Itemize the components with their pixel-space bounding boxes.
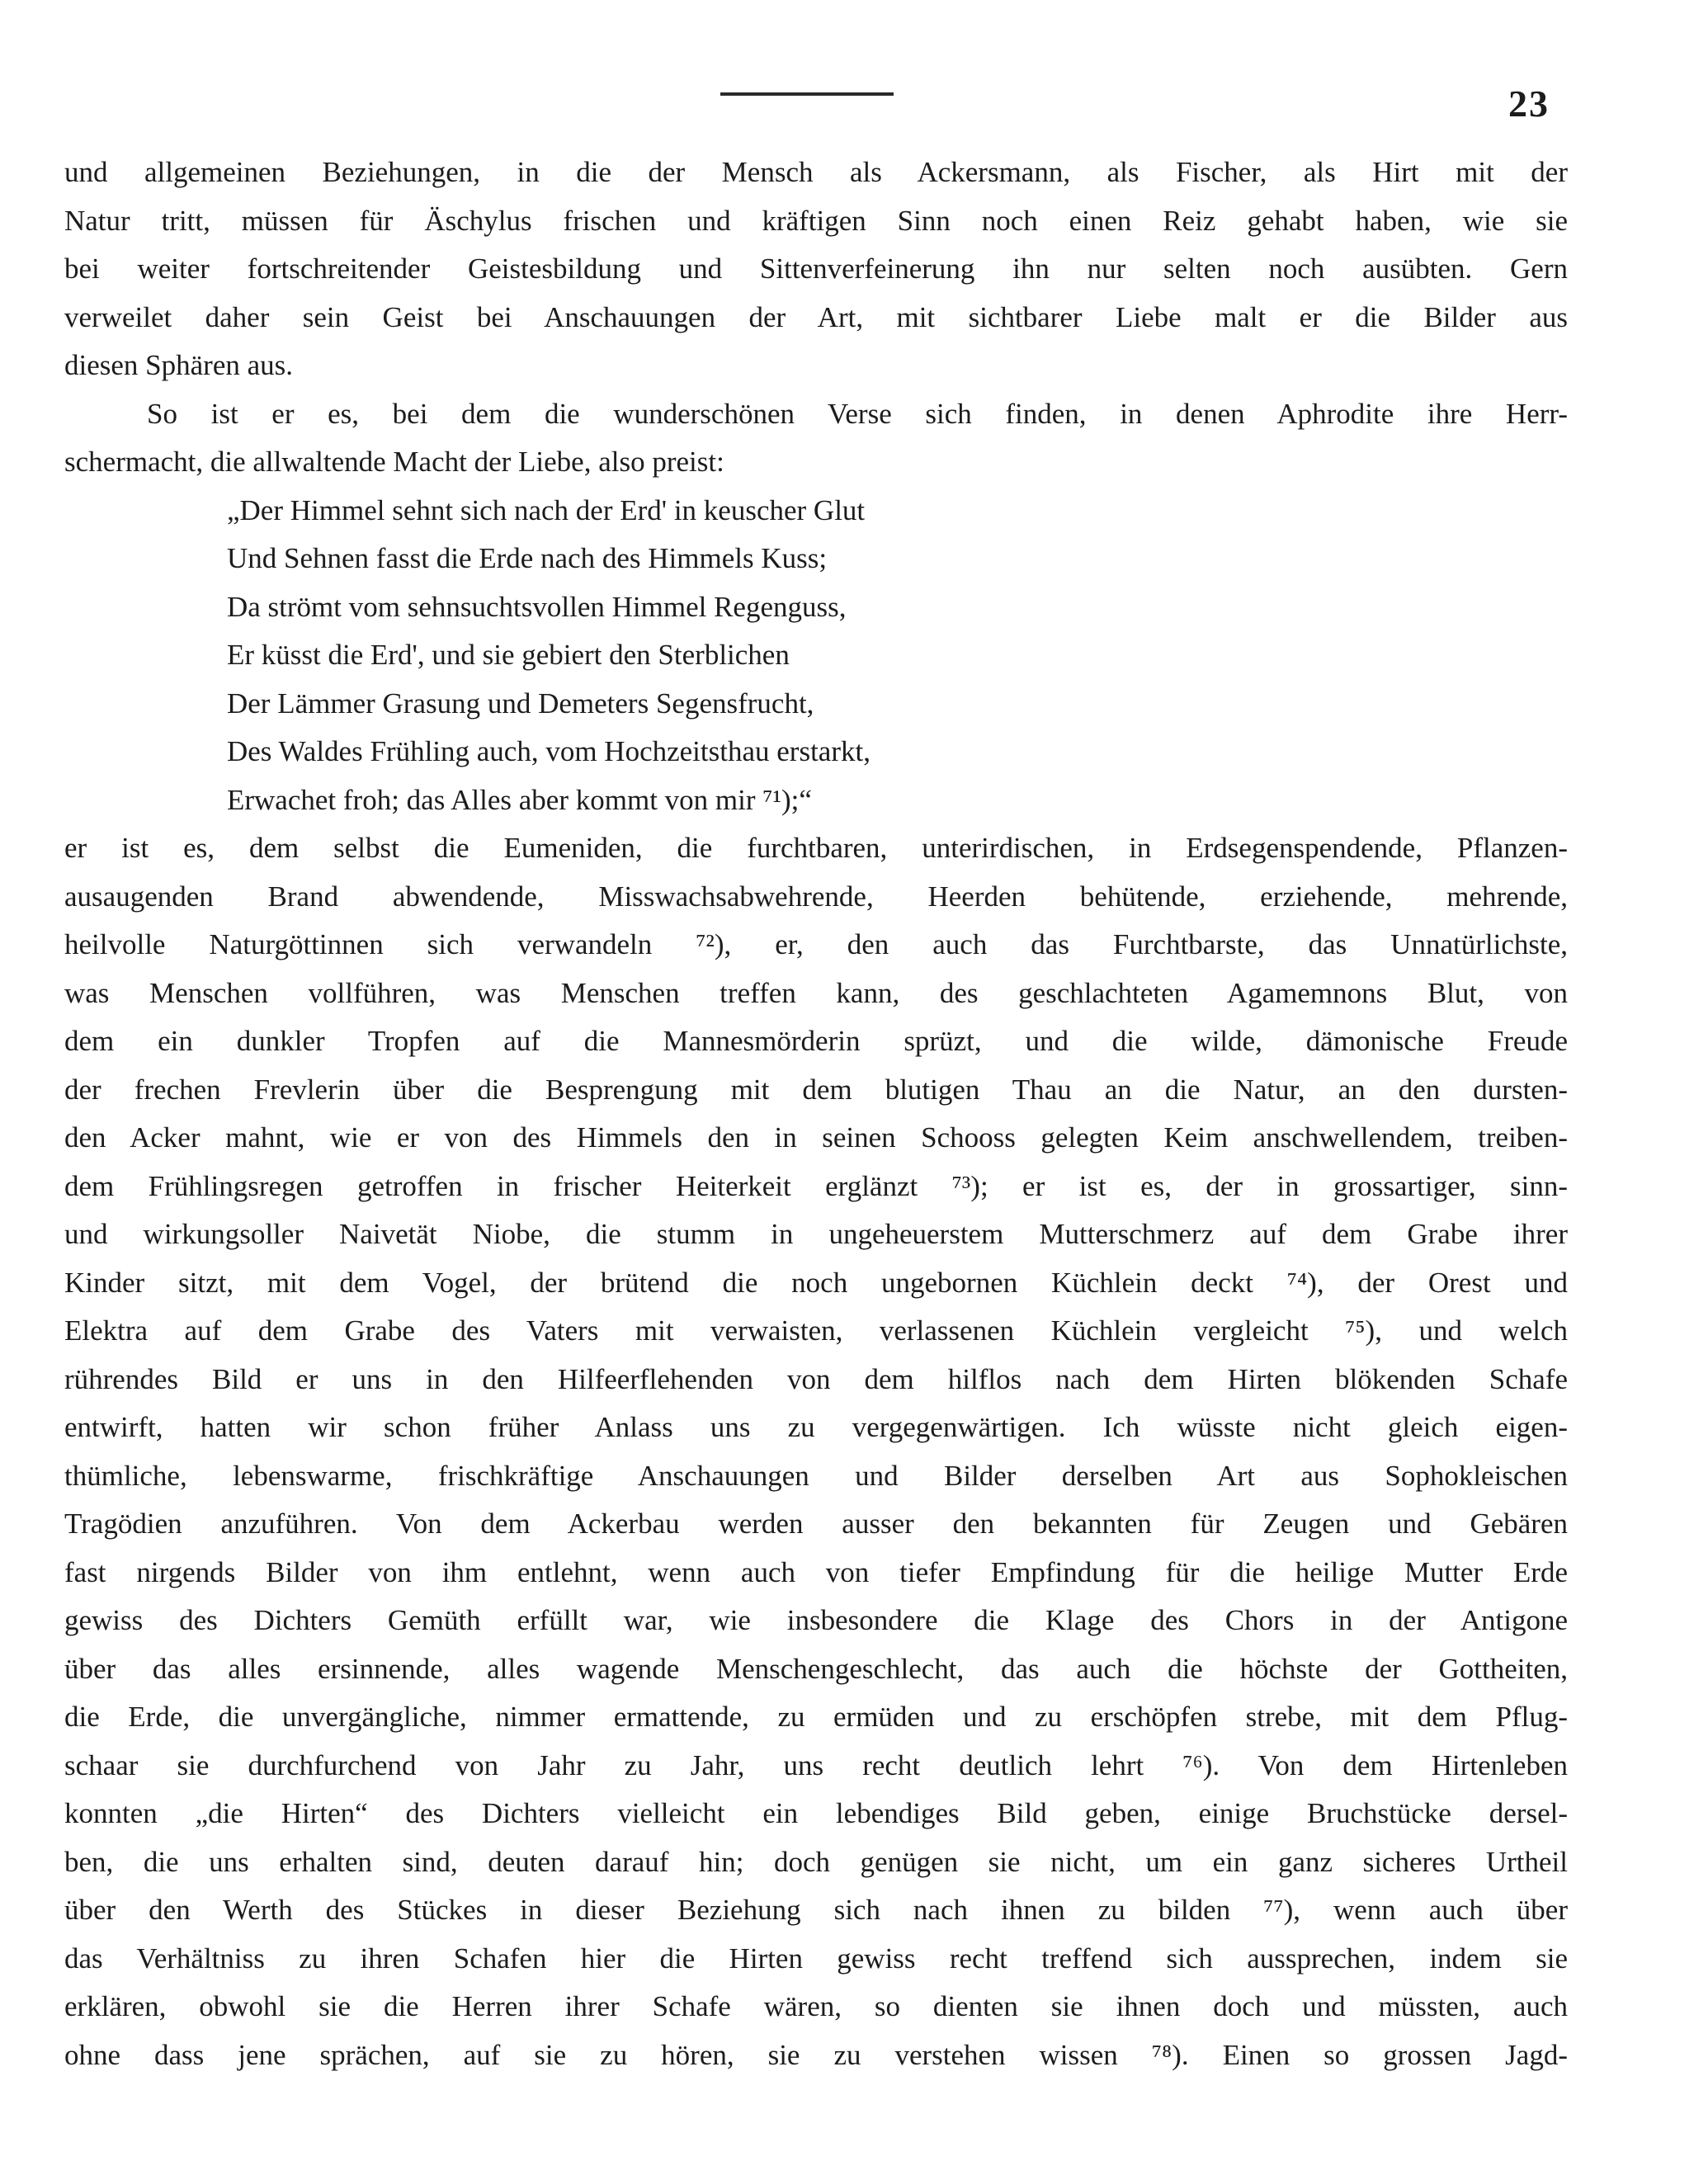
header-rule — [720, 92, 894, 96]
verse-line: Erwachet froh; das Alles aber kommt von mir ⁷¹);“ — [227, 783, 812, 816]
text-line: heilvolle Naturgöttinnen sich verwandeln ⁷²), er, den auch das Furchtbarste, das Unnatürlichste, — [64, 928, 1568, 960]
text-line: So ist er es, bei dem die wunderschönen Verse sich finden, in denen Aphrodite ihre Herr- — [147, 397, 1568, 430]
text-line: den Acker mahnt, wie er von des Himmels den in seinen Schooss gelegten Keim anschwellendem, treiben- — [64, 1121, 1568, 1154]
text-line: die Erde, die unvergängliche, nimmer ermattende, zu ermüden und zu erschöpfen strebe, mit dem Pflug- — [64, 1701, 1568, 1733]
text-line: konnten „die Hirten“ des Dichters vielleicht ein lebendiges Bild geben, einige Bruchstücke dersel- — [64, 1797, 1568, 1829]
text-line: schermacht, die allwaltende Macht der Liebe, also preist: — [64, 446, 724, 478]
verse-line: Der Lämmer Grasung und Demeters Segensfrucht, — [227, 687, 814, 720]
verse-line: „Der Himmel sehnt sich nach der Erd' in keuscher Glut — [227, 493, 866, 526]
text-line: Kinder sitzt, mit dem Vogel, der brütend die noch ungebornen Küchlein deckt ⁷⁴), der Orest und — [64, 1266, 1568, 1299]
text-line: über das alles ersinnende, alles wagende Menschengeschlecht, das auch die höchste der Gottheiten, — [64, 1652, 1568, 1685]
verse-line: Des Waldes Frühling auch, vom Hochzeitsthau erstarkt, — [227, 735, 871, 767]
verse-line: Da strömt vom sehnsuchtsvollen Himmel Regenguss, — [227, 590, 847, 623]
text-line: dem Frühlingsregen getroffen in frischer Heiterkeit erglänzt ⁷³); er ist es, der in grossartiger, sinn- — [64, 1169, 1568, 1202]
text-line: rührendes Bild er uns in den Hilfeerflehenden von dem hilflos nach dem Hirten blökenden Schafe — [64, 1362, 1568, 1395]
text-line: thümliche, lebenswarme, frischkräftige Anschauungen und Bilder derselben Art aus Sophokleischen — [64, 1459, 1568, 1492]
text-line: diesen Sphären aus. — [64, 349, 294, 381]
verse-line: Er küsst die Erd', und sie gebiert den Sterblichen — [227, 639, 790, 671]
text-line: das Verhältniss zu ihren Schafen hier die Hirten gewiss recht treffend sich aussprechen, indem sie — [64, 1942, 1568, 1975]
text-line: und wirkungsoller Naivetät Niobe, die stumm in ungeheuerstem Mutterschmerz auf dem Grabe ihrer — [64, 1218, 1568, 1250]
text-line: über den Werth des Stückes in dieser Beziehung sich nach ihnen zu bilden ⁷⁷), wenn auch über — [64, 1894, 1568, 1926]
text-line: Natur tritt, müssen für Äschylus frischen und kräftigen Sinn noch einen Reiz gehabt haben, wie sie — [64, 204, 1568, 237]
text-line: verweilet daher sein Geist bei Anschauungen der Art, mit sichtbarer Liebe malt er die Bilder aus — [64, 300, 1568, 333]
text-line: entwirft, hatten wir schon früher Anlass uns zu vergegenwärtigen. Ich wüsste nicht gleich eigen- — [64, 1411, 1568, 1443]
body-text — [64, 149, 1568, 2079]
text-line: bei weiter fortschreitender Geistesbildung und Sittenverfeinerung ihn nur selten noch ausübten. Gern — [64, 252, 1568, 285]
text-line: gewiss des Dichters Gemüth erfüllt war, wie insbesondere die Klage des Chors in der Antigone — [64, 1604, 1568, 1636]
text-line: was Menschen vollführen, was Menschen treffen kann, des geschlachteten Agamemnons Blut, von — [64, 976, 1568, 1009]
text-line: und allgemeinen Beziehungen, in die der Mensch als Ackersmann, als Fischer, als Hirt mit der — [64, 156, 1568, 188]
text-line: ohne dass jene sprächen, auf sie zu hören, sie zu verstehen wissen ⁷⁸). Einen so grossen Jagd- — [64, 2038, 1568, 2071]
page-number: 23 — [1508, 83, 1550, 125]
text-line: dem ein dunkler Tropfen auf die Mannesmörderin sprüzt, und die wilde, dämonische Freude — [64, 1025, 1568, 1057]
text-line: ben, die uns erhalten sind, deuten darauf hin; doch genügen sie nicht, um ein ganz sicheres Urtheil — [64, 1845, 1568, 1878]
text-line: Tragödien anzuführen. Von dem Ackerbau werden ausser den bekannten für Zeugen und Gebären — [64, 1508, 1568, 1540]
text-line: fast nirgends Bilder von ihm entlehnt, wenn auch von tiefer Empfindung für die heilige Mutter Erde — [64, 1555, 1568, 1588]
text-line: erklären, obwohl sie die Herren ihrer Schafe wären, so dienten sie ihnen doch und müssten, auch — [64, 1990, 1568, 2022]
text-line: schaar sie durchfurchend von Jahr zu Jahr, uns recht deutlich lehrt ⁷⁶). Von dem Hirtenleben — [64, 1748, 1568, 1781]
text-line: ausaugenden Brand abwendende, Misswachsabwehrende, Heerden behütende, erziehende, mehrende, — [64, 880, 1568, 913]
text-line: Elektra auf dem Grabe des Vaters mit verwaisten, verlassenen Küchlein vergleicht ⁷⁵), und welch — [64, 1314, 1568, 1347]
text-line: er ist es, dem selbst die Eumeniden, die furchtbaren, unterirdischen, in Erdsegenspendende, Pflanzen- — [64, 832, 1568, 864]
verse-line: Und Sehnen fasst die Erde nach des Himmels Kuss; — [227, 542, 828, 574]
text-line: der frechen Frevlerin über die Besprengung mit dem blutigen Thau an die Natur, an den dursten- — [64, 1073, 1568, 1106]
